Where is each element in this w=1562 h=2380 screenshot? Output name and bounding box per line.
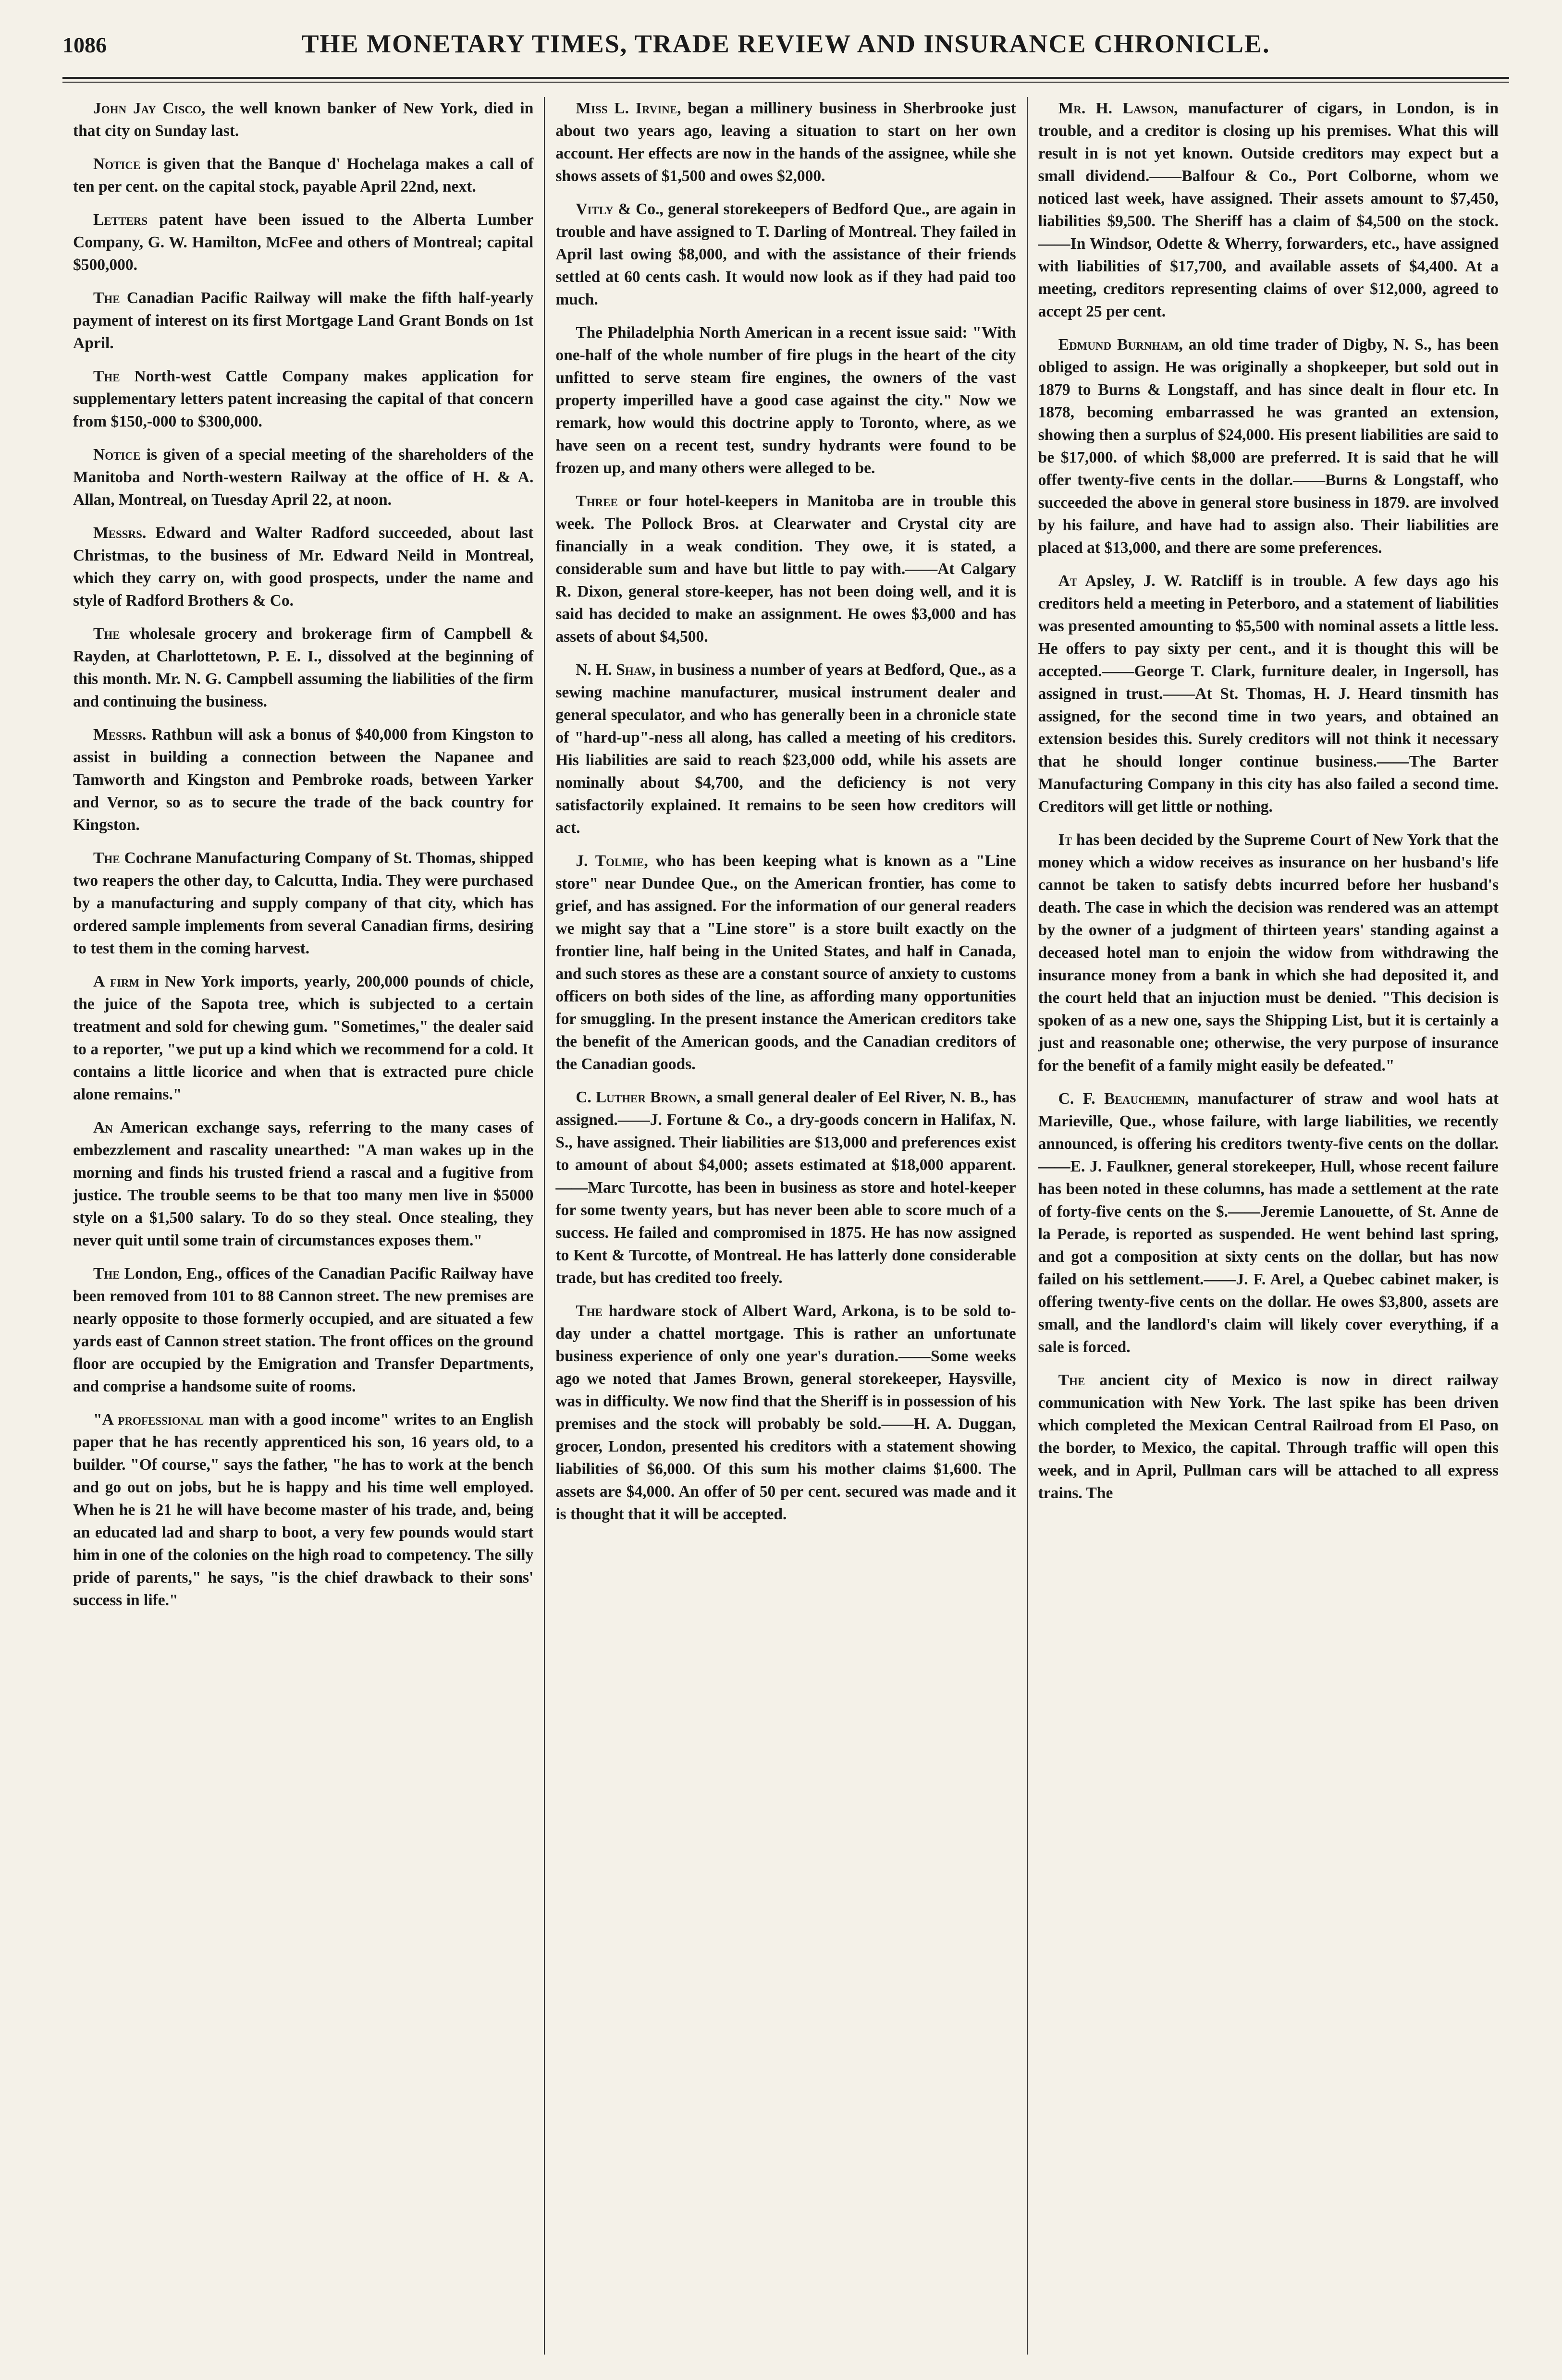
paragraph-text: manufacturer of cigars, in London, is in trouble, and a creditor is closing up his premises. What this will result in is not yet known. Outside creditors may expect but a small dividend.——Balfour & Co., Port Colborne, whom we noticed last week, have assigned. Their assets amount to $7,450, liabilities $9,500. The Sheriff has a claim of $4,500 on the stock.——In Windsor, Odette & Wherry, forwarders, etc., have assigned with liabilities of $17,700, and available assets of $4,400. At a meeting, creditors representing claims of over $12,000, agreed to accept 25 per cent. <box>1038 99 1499 320</box>
news-paragraph <box>73 622 533 713</box>
news-paragraph <box>555 97 1016 187</box>
news-paragraph <box>1038 570 1499 818</box>
paragraph-text: Rathbun will ask a bonus of $40,000 from Kingston to assist in building a connection between the Napanee and Tamworth and Kingston and Pembroke roads, between Yarker and Vernor, so as to secure the trade of the back country for Kingston. <box>73 726 534 834</box>
paragraph-lead: Messrs. <box>93 726 147 744</box>
paragraph-lead: The <box>576 1302 603 1320</box>
paragraph-text: Apsley, J. W. Ratcliff is in trouble. A few days ago his creditors held a meeting in Peterboro, and a statement of liabilities was presented amounting to $5,500 with nominal assets a little less. He offers to pay sixty per cent., and it is thought this will be accepted.——George T. Clark, furniture dealer, in Ingersoll, has assigned in trust.——At St. Thomas, H. J. Heard tinsmith has assigned, for the second time in two years, and obtained an extension besides this. Surely creditors will not think it necessary that he should longer continue business.——The Barter Manufacturing Company in this city has also failed a second time. Creditors will get little or nothing. <box>1038 572 1499 816</box>
news-paragraph <box>73 1116 533 1252</box>
paragraph-text: patent have been issued to the Alberta Lumber Company, G. W. Hamilton, McFee and others of Montreal; capital $500,000. <box>73 211 534 274</box>
paragraph-lead: The <box>1058 1371 1085 1389</box>
paragraph-text: a small general dealer of Eel River, N. B., has assigned.——J. Fortune & Co., a dry-goods concern in Halifax, N. S., have assigned. Their liabilities are $13,000 and preferences exist to amount of about $4,000; assets estimated at $18,000 apparent.——Marc Turcotte, has been in business as store and hotel-keeper for some twenty years, but has never been able to score much of a success. He failed and compromised in 1875. He has now assigned to Kent & Turcotte, of Montreal. He has latterly done considerable trade, but has credited too freely. <box>555 1088 1016 1287</box>
news-paragraph <box>555 321 1016 479</box>
column-2 <box>544 97 1026 2355</box>
news-paragraph <box>73 287 533 354</box>
paragraph-text: London, Eng., offices of the Canadian Pacific Railway have been removed from 101 to 88 Cannon street. The new premises are nearly opposite to those formerly occupied, and are situated a few yards east of Cannon street station. The front offices on the ground floor are occupied by the Emigration and Transfer Departments, and comprise a handsome suite of rooms. <box>73 1265 534 1395</box>
paragraph-text: who has been keeping what is known as a "Line store" near Dundee Que., on the American frontier, has come to grief, and has assigned. For the information of our general readers we might say that a "Line store" is a store built exactly on the frontier line, half being in the United States, and half in Canada, and such stores as these are a constant source of anxiety to customs officers on both sides of the line, as affording many opportunities for smuggling. In the present instance the American creditors take the benefit of the American goods, and the Canadian creditors of the Canadian goods. <box>555 852 1016 1073</box>
paragraph-lead: Messrs. <box>93 524 147 542</box>
paragraph-text: ancient city of Mexico is now in direct railway communication with New York. The last spike has been driven which completed the Mexican Central Railroad from El Paso, on the border, to Mexico, the capital. Through traffic will open this week, and in April, Pullman cars will be attached to all express trains. The <box>1038 1371 1499 1502</box>
paragraph-lead: Notice <box>93 155 141 173</box>
paragraph-text: North-west Cattle Company makes application for supplementary letters patent increasing the capital of that concern from $150,-000 to $300,000. <box>73 367 534 430</box>
news-paragraph <box>73 443 533 511</box>
paragraph-lead: The <box>93 625 120 643</box>
paragraph-lead: Letters <box>93 211 148 229</box>
news-paragraph <box>73 1408 533 1611</box>
news-paragraph <box>73 522 533 612</box>
paragraph-lead: The <box>93 1265 120 1282</box>
paragraph-text: wholesale grocery and brokerage firm of Campbell & Rayden, at Charlottetown, P. E. I., dissolved at the beginning of this month. Mr. N. G. Campbell assuming the liabilities of the firm and continuing the business. <box>73 625 534 710</box>
paragraph-text: is given of a special meeting of the shareholders of the Manitoba and North-western Railway at the office of H. & A. Allan, Montreal, on Tuesday April 22, at noon. <box>73 446 534 509</box>
paragraph-lead: C. Luther Brown, <box>576 1088 701 1106</box>
paragraph-text: hardware stock of Albert Ward, Arkona, is to be sold to-day under a chattel mortgage. This is rather an unfortunate business experience of only one year's duration.——Some weeks ago we noted that James Brown, general storekeeper, Haysville, was in difficulty. We now find that the Sheriff is in possession of his premises and the stock will probably be sold.——H. A. Duggan, grocer, London, presented his creditors with a statement showing liabilities of $6,000. Of this sum his mother claims $1,600. The assets are $4,000. An offer of 50 per cent. secured was made and it is thought that it will be accepted. <box>555 1302 1016 1523</box>
paragraph-lead: A firm <box>93 973 140 990</box>
news-paragraph <box>1038 829 1499 1077</box>
paragraph-lead: C. F. Beauchemin, <box>1058 1090 1189 1108</box>
news-paragraph <box>555 850 1016 1075</box>
paragraph-lead: The <box>93 849 120 867</box>
paragraph-lead: An <box>93 1119 113 1136</box>
news-paragraph <box>1038 1087 1499 1358</box>
paragraph-text: is given that the Banque d' Hochelaga makes a call of ten per cent. on the capital stock, payable April 22nd, next. <box>73 155 534 195</box>
paragraph-text: in New York imports, yearly, 200,000 pounds of chicle, the juice of the Sapota tree, which is subjected to a certain treatment and sold for chewing gum. "Sometimes," the dealer said to a reporter, "we put up a kind which we recommend for a cold. It contains a little licorice and when that is extracted pure chicle alone remains." <box>73 973 534 1103</box>
paragraph-lead: Edmund Burnham, <box>1058 336 1183 354</box>
paragraph-lead: It <box>1058 831 1072 849</box>
news-paragraph <box>555 1086 1016 1289</box>
news-paragraph <box>555 490 1016 648</box>
paragraph-lead: The <box>93 289 120 307</box>
paragraph-lead: At <box>1058 572 1078 590</box>
paragraph-lead: Vitly <box>576 200 614 218</box>
paragraph-text: has been decided by the Supreme Court of New York that the money which a widow receives as insurance on her husband's life cannot be taken to satisfy debts incurred before her husband's death. The case in which the decision was rendered was an attempt by the owner of a judgment of thirteen years' standing against a deceased hotel man to enjoin the widow from withdrawing the insurance money from a bank in which she had deposited it, and the court held that an injuction must be denied. "This decision is spoken of as a new one, says the Shipping List, but it is certainly a just and reasonable one; otherwise, the very purpose of insurance for the benefit of a family might easily be defeated." <box>1038 831 1499 1074</box>
paragraph-lead: N. H. Shaw, <box>576 661 656 679</box>
news-paragraph <box>1038 333 1499 559</box>
news-paragraph <box>73 97 533 142</box>
news-paragraph <box>73 208 533 276</box>
paragraph-text: & Co., general storekeepers of Bedford Que., are again in trouble and have assigned to T. Darling of Montreal. They failed in April last owing $8,000, and with the assistance of their friends settled at 60 cents cash. It would now look as if they had paid too much. <box>555 200 1016 308</box>
news-paragraph <box>1038 97 1499 323</box>
paragraph-lead: Mr. H. Lawson, <box>1058 99 1178 117</box>
news-paragraph <box>73 365 533 433</box>
paragraph-text: the well known banker of New York, died in that city on Sunday last. <box>73 99 534 140</box>
column-3 <box>1027 97 1509 2355</box>
paragraph-text: began a millinery business in Sherbrooke just about two years ago, leaving a situation to start on her own account. Her effects are now in the hands of the assignee, while she shows assets of $1,500 and owes $2,000. <box>555 99 1016 185</box>
paragraph-text: American exchange says, referring to the many cases of embezzlement and rascality unearthed: "A man wakes up in the morning and finds his trusted friend a rascal and a fugitive from justice. The trouble seems to be that too many men live in $5000 style on a $1,500 salary. To do so they steal. Once stealing, they never quit until some train of circumstances exposes them." <box>73 1119 534 1249</box>
news-paragraph <box>1038 1369 1499 1504</box>
paragraph-text: Canadian Pacific Railway will make the fifth half-yearly payment of interest on its first Mortgage Land Grant Bonds on 1st April. <box>73 289 534 352</box>
news-paragraph <box>555 659 1016 839</box>
paragraph-text: in business a number of years at Bedford, Que., as a sewing machine manufacturer, musical instrument dealer and general speculator, and who has generally been in a chronicle state of "hard-up"-ness all along, has called a meeting of his creditors. His liabilities are said to reach $23,000 odd, while his assets are nominally about $4,700, and the deficiency is not very satisfactorily explained. It remains to be seen how creditors will act. <box>555 661 1016 837</box>
paragraph-lead: "A professional <box>93 1411 204 1428</box>
news-paragraph <box>73 153 533 198</box>
paragraph-text: Cochrane Manufacturing Company of St. Thomas, shipped two reapers the other day, to Calcutta, India. They were purchased by a manufacturing and supply company of that city, which has ordered sample implements from several Canadian firms, desiring to test them in the coming harvest. <box>73 849 534 957</box>
paragraph-lead: Three <box>576 492 618 510</box>
paragraph-text: man with a good income" writes to an English paper that he has recently apprenticed his son, 16 years old, to a builder. "Of course," says the father, "he has to work at the bench and go out on jobs, but he is happy and his time well employed. When he is 21 he will have become master of his trade, and, being an educated lad and sharp to boot, a very few pounds would start him in one of the colonies on the high road to competency. The silly pride of parents," he says, "is the chief drawback to their sons' success in life." <box>73 1411 534 1609</box>
running-title: THE MONETARY TIMES, TRADE REVIEW AND INSURANCE CHRONICLE. <box>301 29 1270 58</box>
paragraph-lead: Notice <box>93 446 141 464</box>
paragraph-text: Edward and Walter Radford succeeded, about last Christmas, to the business of Mr. Edward Neild in Montreal, which they carry on, with good prospects, under the name and style of Radford Brothers & Co. <box>73 524 534 610</box>
news-paragraph <box>73 847 533 960</box>
paragraph-lead: John Jay Cisco, <box>93 99 206 117</box>
news-paragraph <box>73 723 533 836</box>
page-number: 1086 <box>62 33 107 57</box>
paragraph-text: or four hotel-keepers in Manitoba are in trouble this week. The Pollock Bros. at Clearwater and Crystal city are financially in a weak condition. They owe, it is stated, a considerable sum and have but little to pay with.——At Calgary R. Dixon, general store-keeper, has not been doing well, and it is said has decided to make an assignment. He owes $3,000 and has assets of about $4,500. <box>555 492 1016 646</box>
news-paragraph <box>73 1262 533 1398</box>
paragraph-lead: The <box>93 367 120 385</box>
news-paragraph <box>73 970 533 1106</box>
paragraph-text: The Philadelphia North American in a recent issue said: "With one-half of the whole number of fire plugs in the heart of the city unfitted to serve steam fire engines, the owners of the vast property imperilled have a good case against the city." Now we remark, how would this doctrine apply to Toronto, where, as we have seen on a recent test, sundry hydrants were found to be frozen up, and many others were alleged to be. <box>555 324 1016 477</box>
paragraph-lead: J. Tolmie, <box>576 852 648 870</box>
column-1 <box>62 97 544 2355</box>
paragraph-lead: Miss L. Irvine, <box>576 99 681 117</box>
page-header <box>62 29 1509 72</box>
text-columns <box>62 97 1509 2355</box>
news-paragraph <box>555 1300 1016 1526</box>
header-rule <box>62 77 1509 83</box>
paragraph-text: an old time trader of Digby, N. S., has been obliged to assign. He was originally a shopkeeper, but sold out in 1879 to Burns & Longstaff, and has since dealt in flour etc. In 1878, becoming embarrassed he was granted an extension, showing then a surplus of $24,000. His present liabilities are said to be $17,000. of which $8,000 are preferred. It is said that he will offer twenty-five cents in the dollar.——Burns & Longstaff, who succeeded the above in general store business in 1879. are involved by his failure, and have had to assign also. Their liabilities are placed at $13,000, and there are some preferences. <box>1038 336 1499 557</box>
news-paragraph <box>555 198 1016 311</box>
paragraph-text: manufacturer of straw and wool hats at Marieville, Que., whose failure, with large liabilities, we recently announced, is offering his creditors twenty-five cents on the dollar.——E. J. Faulkner, general storekeeper, Hull, whose recent failure has been noted in these columns, has made a settlement at the rate of forty-five cents on the $.——Jeremie Lanouette, of St. Anne de la Perade, is reported as suspended. He went behind last spring, and got a composition at sixty cents on the dollar, but has now failed on his settlement.——J. F. Arel, a Quebec cabinet maker, is offering twenty-five cents on the dollar. He owes $3,800, assets are small, and the landlord's claim will likely cover everything, if a sale is forced. <box>1038 1090 1499 1356</box>
